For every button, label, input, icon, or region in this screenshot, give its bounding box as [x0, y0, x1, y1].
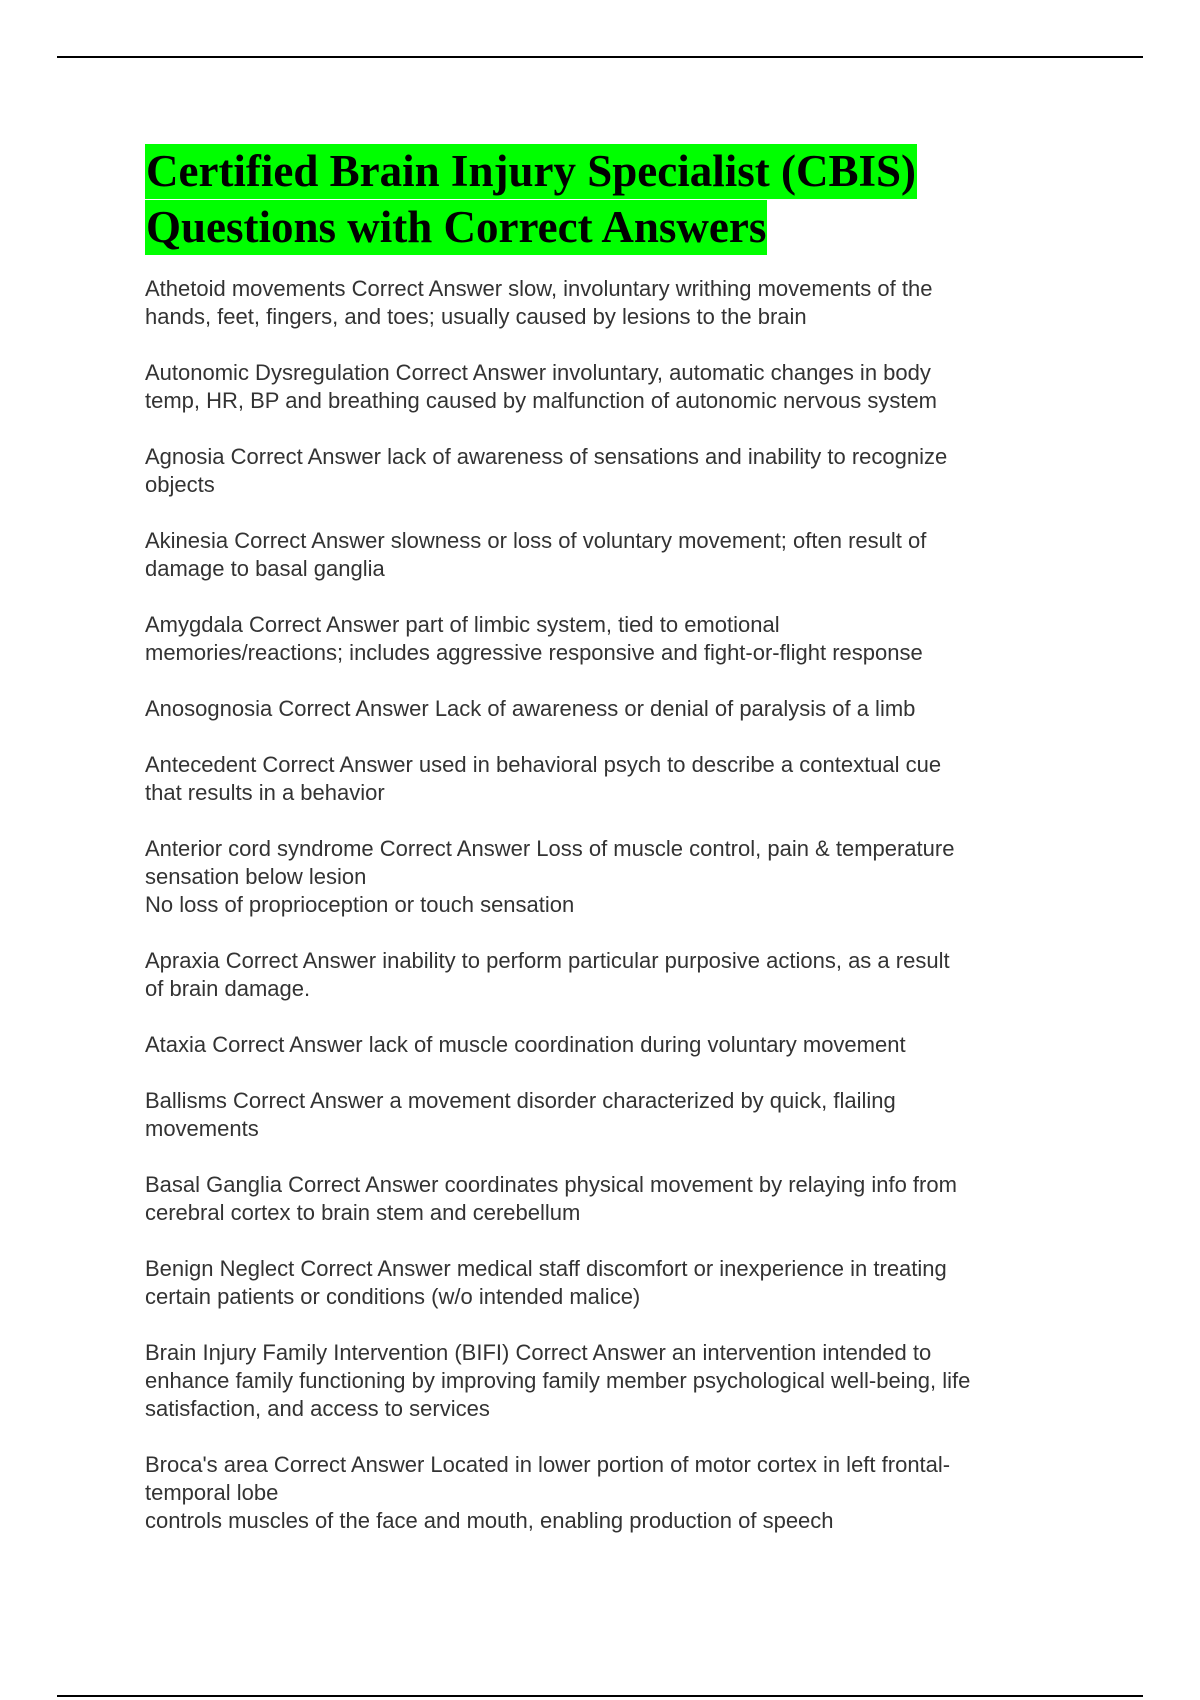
qa-item: [145, 527, 1065, 583]
qa-item-line: Autonomic Dysregulation Correct Answer involuntary, automatic changes in body: [145, 360, 931, 385]
qa-item-line: Apraxia Correct Answer inability to perform particular purposive actions, as a result: [145, 948, 950, 973]
qa-item-line: certain patients or conditions (w/o intended malice): [145, 1284, 641, 1309]
title-line-1: Certified Brain Injury Specialist (CBIS): [145, 144, 917, 199]
qa-list: [145, 275, 1065, 1535]
qa-item-line: Anosognosia Correct Answer Lack of awareness or denial of paralysis of a limb: [145, 696, 916, 721]
qa-item-line: Ballisms Correct Answer a movement disorder characterized by quick, flailing: [145, 1088, 896, 1113]
qa-item-line: Ataxia Correct Answer lack of muscle coordination during voluntary movement: [145, 1032, 906, 1057]
qa-item-line: Athetoid movements Correct Answer slow, involuntary writhing movements of the: [145, 276, 933, 301]
qa-item-line: objects: [145, 472, 215, 497]
qa-item-line: Basal Ganglia Correct Answer coordinates physical movement by relaying info from: [145, 1172, 957, 1197]
qa-item: [145, 611, 1065, 667]
qa-item: [145, 1339, 1065, 1423]
document-title: [145, 143, 1065, 255]
qa-item-line: damage to basal ganglia: [145, 556, 385, 581]
qa-item-line: Akinesia Correct Answer slowness or loss of voluntary movement; often result of: [145, 528, 927, 553]
qa-item-line: No loss of proprioception or touch sensation: [145, 892, 575, 917]
qa-item-line: Anterior cord syndrome Correct Answer Loss of muscle control, pain & temperature: [145, 836, 955, 861]
qa-item: [145, 1031, 1065, 1059]
top-rule: [57, 56, 1143, 58]
title-line-2: Questions with Correct Answers: [145, 200, 767, 255]
qa-item: [145, 695, 1065, 723]
qa-item: [145, 359, 1065, 415]
qa-item: [145, 1087, 1065, 1143]
qa-item-line: enhance family functioning by improving family member psychological well-being, life: [145, 1368, 971, 1393]
qa-item-line: of brain damage.: [145, 976, 311, 1001]
qa-item-line: Antecedent Correct Answer used in behavioral psych to describe a contextual cue: [145, 752, 942, 777]
qa-item-line: temp, HR, BP and breathing caused by malfunction of autonomic nervous system: [145, 388, 938, 413]
qa-item: [145, 275, 1065, 331]
qa-item-line: Benign Neglect Correct Answer medical staff discomfort or inexperience in treating: [145, 1256, 947, 1281]
qa-item-line: temporal lobe: [145, 1480, 279, 1505]
qa-item-line: movements: [145, 1116, 259, 1141]
qa-item-line: memories/reactions; includes aggressive responsive and fight-or-flight response: [145, 640, 923, 665]
qa-item-line: Amygdala Correct Answer part of limbic system, tied to emotional: [145, 612, 780, 637]
qa-item: [145, 1255, 1065, 1311]
qa-item: [145, 947, 1065, 1003]
qa-item-line: satisfaction, and access to services: [145, 1396, 490, 1421]
qa-item-line: hands, feet, fingers, and toes; usually caused by lesions to the brain: [145, 304, 807, 329]
qa-item-line: cerebral cortex to brain stem and cerebellum: [145, 1200, 581, 1225]
qa-item-line: that results in a behavior: [145, 780, 385, 805]
bottom-rule: [57, 1695, 1143, 1697]
qa-item: [145, 1171, 1065, 1227]
qa-item: [145, 835, 1065, 919]
document-body: [145, 143, 1065, 1563]
qa-item-line: controls muscles of the face and mouth, enabling production of speech: [145, 1508, 834, 1533]
qa-item: [145, 1451, 1065, 1535]
qa-item: [145, 751, 1065, 807]
qa-item-line: Agnosia Correct Answer lack of awareness of sensations and inability to recognize: [145, 444, 948, 469]
qa-item-line: Brain Injury Family Intervention (BIFI) Correct Answer an intervention intended to: [145, 1340, 932, 1365]
qa-item-line: sensation below lesion: [145, 864, 367, 889]
qa-item-line: Broca's area Correct Answer Located in lower portion of motor cortex in left frontal-: [145, 1452, 951, 1477]
qa-item: [145, 443, 1065, 499]
